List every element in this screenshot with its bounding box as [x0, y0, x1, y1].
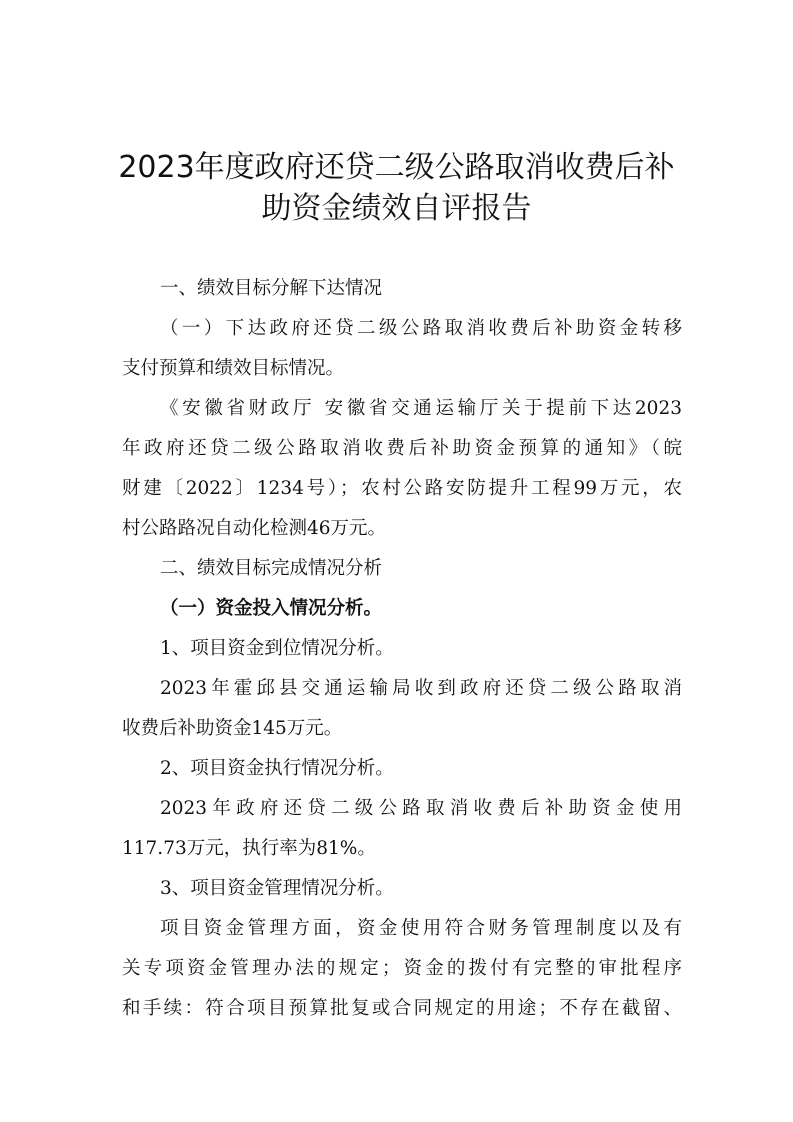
item-2-line-1: 2023年政府还贷二级公路取消收费后补助资金使用 [160, 798, 682, 819]
report-title-line-1: 2023年度政府还贷二级公路取消收费后补 [118, 150, 675, 185]
item-2-label: 2、项目资金执行情况分析。 [160, 758, 394, 779]
section-1-para-line-3: 财建〔2022〕1234号）；农村公路安防提升工程99万元，农 [122, 478, 682, 499]
item-1-label: 1、项目资金到位情况分析。 [160, 638, 394, 659]
section-1-sub-1-line-1: （一）下达政府还贷二级公路取消收费后补助资金转移 [160, 318, 682, 339]
section-1-heading: 一、绩效目标分解下达情况 [160, 278, 383, 299]
section-1-para-line-2: 年政府还贷二级公路取消收费后补助资金预算的通知》（皖 [122, 438, 682, 459]
item-2-line-2: 117.73万元，执行率为81%。 [122, 838, 376, 859]
item-1-line-2: 收费后补助资金145万元。 [122, 718, 343, 739]
item-3-label: 3、项目资金管理情况分析。 [160, 878, 394, 899]
report-title-line-2: 助资金绩效自评报告 [261, 191, 532, 226]
item-3-line-2: 关专项资金管理办法的规定；资金的拨付有完整的审批程序 [122, 958, 682, 979]
item-1-line-1: 2023年霍邱县交通运输局收到政府还贷二级公路取消 [160, 678, 682, 699]
item-3-line-1: 项目资金管理方面，资金使用符合财务管理制度以及有 [160, 918, 682, 939]
section-2-sub-1: （一）资金投入情况分析。 [160, 598, 383, 619]
section-2-heading: 二、绩效目标完成情况分析 [160, 558, 383, 579]
section-1-sub-1-line-2: 支付预算和绩效目标情况。 [122, 358, 345, 379]
item-3-line-3: 和手续：符合项目预算批复或合同规定的用途；不存在截留、 [122, 998, 682, 1019]
section-1-para-line-1: 《安徽省财政厅 安徽省交通运输厅关于提前下达2023 [160, 398, 682, 419]
section-1-para-line-4: 村公路路况自动化检测46万元。 [122, 518, 387, 539]
